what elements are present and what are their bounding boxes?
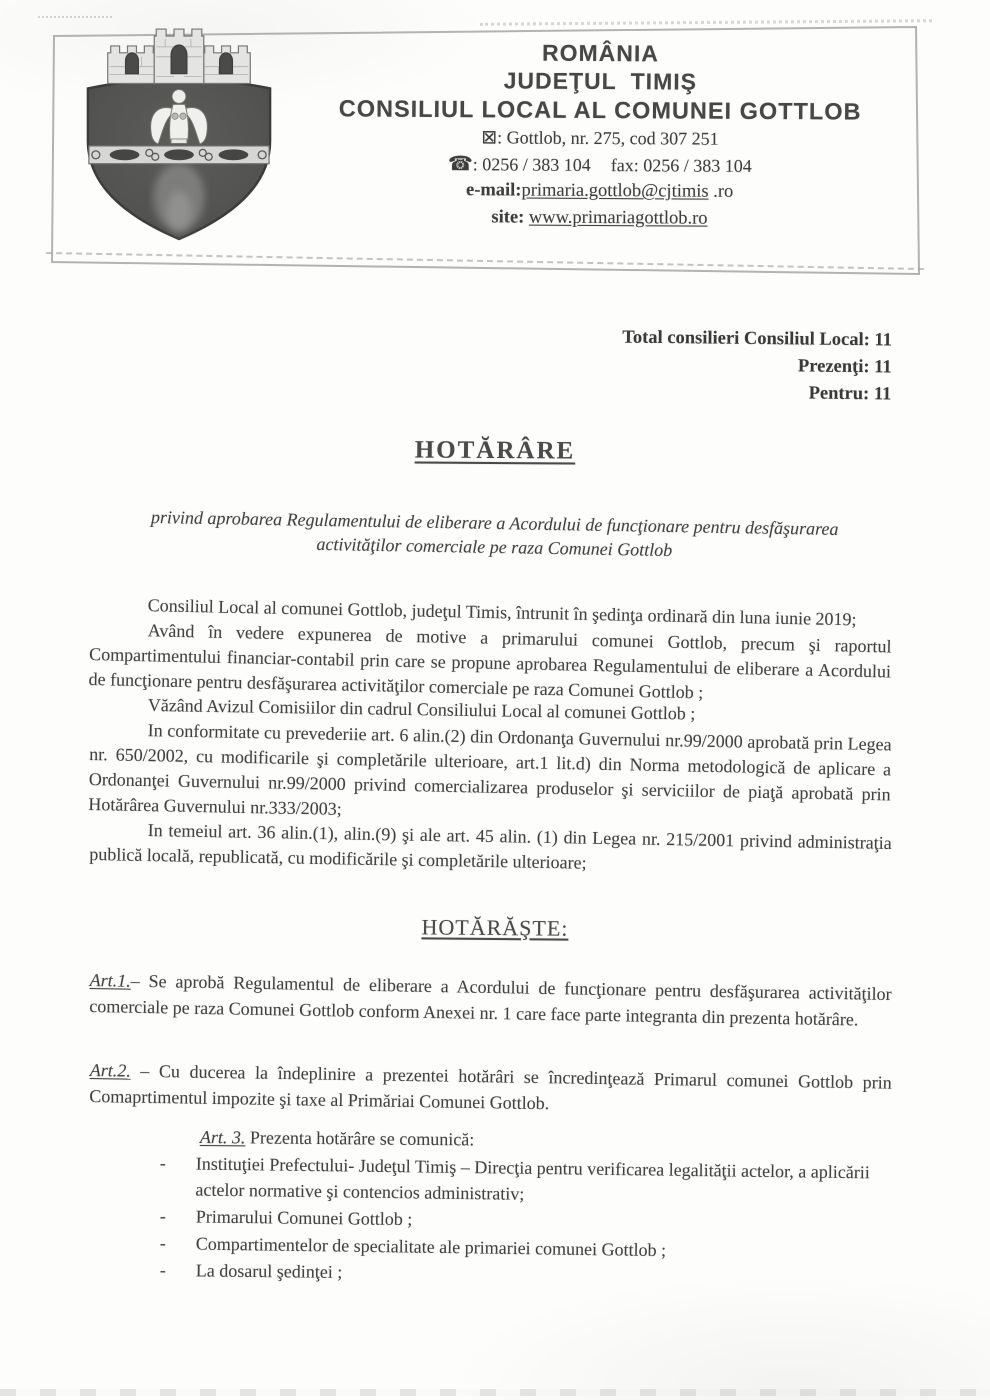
list-item-text: Primarului Comunei Gottlob ;	[195, 1206, 413, 1230]
document-subtitle	[94, 504, 895, 566]
article-3-text: Prezenta hotărâre se comunică:	[245, 1127, 475, 1150]
coat-of-arms-image	[80, 26, 278, 246]
email-address: primaria.gottlob@cjtimis	[521, 180, 709, 202]
letterhead-email	[300, 176, 900, 207]
fax-text: fax: 0256 / 383 104	[610, 155, 752, 176]
list-item-text: Compartimentelor de specialitate ale primariei comunei Gottlob ;	[195, 1233, 667, 1261]
scan-noise-band	[0, 1389, 990, 1396]
letterhead-council: CONSILIUL LOCAL AL COMUNEI GOTTLOB	[338, 95, 862, 125]
site-label: site:	[491, 207, 529, 228]
letterhead	[50, 24, 924, 280]
address-text: : Gottlob, nr. 275, cod 307 251	[497, 127, 719, 149]
ornamental-band	[89, 146, 269, 164]
letterhead-phone	[300, 149, 900, 180]
letterhead-site	[299, 203, 899, 234]
article-3-label: Art. 3.	[199, 1126, 246, 1148]
letterhead-text	[299, 38, 900, 234]
bullet-dash: -	[159, 1153, 166, 1174]
bullet-dash: -	[159, 1206, 166, 1227]
subtitle-line-1: privind aprobarea Regulamentului de eliberare a Acordului de funcţionare pentru desfăşurarea	[150, 506, 839, 539]
decision-heading: HOTĂRĂŞTE:	[421, 914, 569, 941]
preamble-paragraph: Consiliul Local al comunei Gottlob, judeţul Timis, întrunit în şedinţa ordinară din luna iunie 2019;	[147, 595, 857, 630]
subtitle-line-2: activităţilor comerciale pe raza Comunei Gottlob	[316, 533, 673, 561]
list-item-text: Instituţiei Prefectului- Judeţul Timiş – Direcţia pentru verificarea legalităţii actelor, a aplicării actelor normative şi contencios administrativ;	[195, 1153, 870, 1204]
letterhead-address	[300, 123, 900, 153]
bullet-dash: -	[159, 1260, 166, 1281]
letterhead-country: ROMÂNIA	[541, 39, 660, 67]
council-totals	[622, 325, 892, 409]
votes-for-count: Pentru: 11	[808, 383, 892, 405]
bullet-dash: -	[159, 1233, 166, 1254]
article-2-text: – Cu ducerea la îndeplinire a prezentei hotărâri se încredinţează Primarul comunei Gottlob prin Comaprtimentul impozite şi taxe al Primăriai Comunei Gottlob.	[89, 1060, 892, 1114]
email-suffix: .ro	[708, 181, 734, 202]
preamble-paragraph: In conformitate cu prevederiie art. 6 alin.(2) din Ordonanţa Guvernului nr.99/2000 aprobată prin Legea nr. 650/2002, cu modificarile şi completările ulterioare, art.1 lit.d) din Norma metodologică de aplicare a Ordonanţei Guvernului nr.99/2000 privind comercializarea produselor şi serviciilor de piaţă aprobată prin Hotărârea Guvernului nr.333/2003;	[88, 720, 892, 819]
communication-list	[158, 1150, 895, 1284]
list-item-text: La dosarul şedinţei ;	[195, 1260, 343, 1282]
article-1-label: Art.1.	[89, 969, 131, 991]
scan-streak	[38, 16, 112, 18]
article-1-text: – Se aprobă Regulamentul de eliberare a Acordului de funcţionare pentru desfăşurarea activităţilor comerciale pe raza Comunei Gottlob conform Anexei nr. 1 care face parte integranta din prezenta hotărâre.	[89, 970, 892, 1030]
article-2	[89, 1057, 892, 1122]
envelope-icon: ⊠	[481, 126, 498, 149]
preamble-paragraph: Având în vedere expunerea de motive a primarului comunei Gottlob, precum şi raportul Compartimentului financiar-contabil prin care se propune aprobarea Regulamentului de eliberare a Acordului de funcţionare pentru desfăşurarea activităţilor comerciale pe raza Comunei Gottlob ;	[88, 620, 892, 703]
document-title: HOTĂRÂRE	[414, 436, 576, 465]
preamble-paragraph: In temeiul art. 36 alin.(1), alin.(9) şi ale art. 45 alin. (1) din Legea nr. 215/2001 privind administraţia publică locală, republicată, cu modificările şi completările ulterioare;	[89, 820, 892, 873]
preamble-paragraph: Văzând Avizul Comisiilor din cadrul Consiliului Local al comunei Gottlob ;	[147, 694, 696, 724]
email-label: e-mail:	[465, 180, 522, 201]
article-1	[89, 967, 892, 1033]
phone-text: : 0256 / 383 104	[472, 154, 591, 175]
article-2-label: Art.2.	[89, 1059, 131, 1081]
site-url: www.primariagottlob.ro	[528, 207, 708, 229]
list-item	[157, 1150, 895, 1212]
letterhead-county: JUDEŢUL TIMIŞ	[503, 67, 698, 95]
preamble	[88, 592, 892, 873]
total-councillors: Total consilieri Consiliul Local: 11	[622, 327, 893, 351]
phone-icon: ☎	[447, 151, 473, 176]
mural-crown	[108, 29, 251, 83]
present-count: Prezenţi: 11	[798, 356, 893, 378]
